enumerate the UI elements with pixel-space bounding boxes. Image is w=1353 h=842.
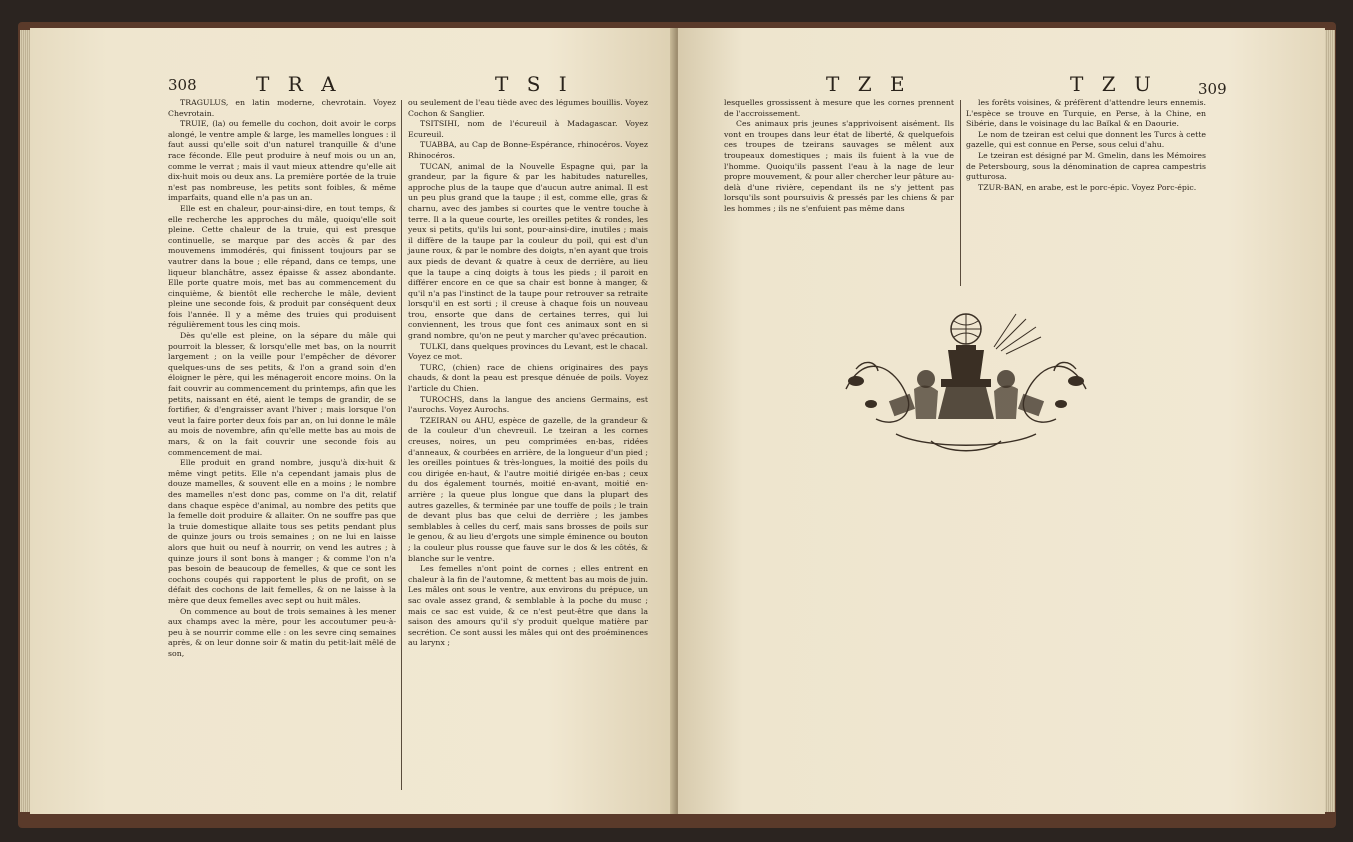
column-rule — [960, 100, 961, 286]
text-column-2 — [966, 98, 1206, 228]
paragraph: les forêts voisines, & préfèrent d'attendre leurs ennemis. L'espèce se trouve en Turquie, en Perse, à la Chine, en Sibérie, dans le voisinage du lac Baïkal & en Daourie. — [966, 98, 1206, 129]
left-page — [30, 28, 676, 814]
paragraph: TRAGULUS, en latin moderne, chevrotain. Voyez Chevrotain. — [168, 98, 396, 118]
paragraph: Dès qu'elle est pleine, on la sépare du mâle qui pourroit la blesser, & lorsqu'elle met bas, on la nourrit largement ; on la veille pour l'empêcher de dévorer quelques-uns de ses petits, & l'on a grand soin d'en éloigner le père, qui les ménageroit encore moins. On la fait couvrir au commencement du printemps, afin que les petits, naissant en été, aient le temps de grandir, de se fortifier, & d'engraisser avant l'hiver ; mais lorsque l'on veut la faire porter deux fois par an, on lui donne le mâle au mois de novembre, afin qu'elle mette bas au mois de mars, & on la fait couvrir une seconde fois au commencement de mai. — [168, 331, 396, 457]
text-column-1 — [168, 98, 396, 794]
paragraph: TRUIE, (la) ou femelle du cochon, doit avoir le corps alongé, le ventre ample & large, les mamelles longues : il faut aussi qu'elle soit d'un naturel tranquille & d'une race féconde. Elle peut produire à neuf mois ou un an, comme le verrat ; mais il vaut mieux attendre qu'elle ait dix-huit mois ou deux ans. La première portée de la truie n'est pas nombreuse, les petits sont foibles, & même imparfaits, quand elle n'a pas un an. — [168, 119, 396, 203]
paragraph: TUABBA, au Cap de Bonne-Espérance, rhinocéros. Voyez Rhinocéros. — [408, 140, 648, 160]
page-number: 309 — [1198, 80, 1227, 98]
paragraph: TUROCHS, dans la langue des anciens Germains, est l'aurochs. Voyez Aurochs. — [408, 394, 648, 415]
paragraph: Elle produit en grand nombre, jusqu'à dix-huit & même vingt petits. Elle n'a cependant jamais plus de douze mamelles, & souvent elle en a moins ; le nombre des mamelles n'est donc pas, comme on l'a dit, relatif dans chaque espèce d'animal, au nombre des petits que la femelle doit produire & allaiter. On ne souffre pas que la truie domestique allaite tous ses petits pendant plus de quinze jours ou trois semaines ; on ne lui en laisse alors que huit ou neuf à nourrir, on vend les autres ; à quinze jours il sont bons à manger ; & comme l'on n'a pas besoin de beaucoup de femelles, & que ce sont les cochons coupés qui rapportent le plus de profit, on se défait des cochons de lait femelles, & on ne laisse à la mère que deux femelles avec sept ou huit mâles. — [168, 458, 396, 605]
right-page — [678, 28, 1325, 814]
running-head-right: T Z U — [1070, 72, 1157, 96]
decorative-vignette-icon — [836, 309, 1096, 459]
paragraph: On commence au bout de trois semaines à les mener aux champs avec la mère, pour les accoutumer peu-à-peu à se nourrir comme elle : on les sevre cinq semaines après, & on leur donne soir & matin du petit-lait mêlé de son, — [168, 606, 396, 658]
left-page-edges — [20, 30, 30, 812]
paragraph: TZEIRAN ou AHU, espèce de gazelle, de la grandeur & de la couleur d'un chevreuil. Le tzeiran a les cornes creuses, noires, un peu comprimées en-bas, ridées d'anneaux, & courbées en arrière, de la longueur d'un pied ; les oreilles pointues & très-longues, la moitié des poils du cou dirigée en-haut, & l'autre moitié dirigée en-bas ; ceux du dos également tournés, moitié en-avant, moitié en-arrière ; la queue plus longue que dans la plupart des autres gazelles, & terminée par une touffe de poils ; le train de devant plus bas que celui de derrière ; les jambes semblables à celles du cerf, mais sans brosses de poils sur le genou, & au lieu d'ergots une simple éminence ou bouton ; la couleur plus rousse que fauve sur le dos & les côtés, & blanche sur le ventre. — [408, 415, 648, 563]
page-number: 308 — [168, 76, 197, 94]
paragraph: TSITSIHI, nom de l'écureuil à Madagascar. Voyez Ecureuil. — [408, 119, 648, 139]
paragraph: lesquelles grossissent à mesure que les cornes prennent de l'accroissement. — [724, 98, 954, 118]
running-head-left: T R A — [256, 72, 342, 96]
text-column-1 — [724, 98, 954, 288]
paragraph: Les femelles n'ont point de cornes ; elles entrent en chaleur à la fin de l'automne, & mettent bas au mois de juin. Les mâles ont sous le ventre, aux environs du prépuce, un sac ovale assez grand, & semblable à la poche du musc ; mais ce sac est vuide, & ce n'est peut-être que dans la saison des amours qu'il s'y produit quelque matière par secrétion. Ce sont aussi les mâles qui ont des proéminences au larynx ; — [408, 564, 648, 648]
paragraph: TUCAN, animal de la Nouvelle Espagne qui, par la grandeur, par la figure & par les habitudes naturelles, approche plus de la taupe que d'aucun autre animal. Il est un peu plus grand que la taupe ; il est, comme elle, gras & charnu, avec des jambes si courtes que le ventre touche à terre. Il a la queue courte, les oreilles petites & rondes, les yeux si petits, qu'ils lui sont, pour-ainsi-dire, inutiles ; mais il diffère de la taupe par la couleur du poil, qui est d'un jaune roux, & par le nombre des doigts, n'en ayant que trois aux pieds de devant & quatre à ceux de derrière, au lieu que la taupe a cinq doigts à tous les pieds ; il paroit en différer encore en ce que sa chair est bonne à manger, & qu'il n'a pas l'instinct de la taupe pour retrouver sa retraite lorsqu'il en est sorti ; il creuse à chaque fois un nouveau trou, ensorte que dans de certaines terres, qui lui conviennent, les trous que font ces animaux sont en si grand nombre, qu'on ne peut y marcher qu'avec précaution. — [408, 161, 648, 341]
paragraph: TULKI, dans quelques provinces du Levant, est le chacal. Voyez ce mot. — [408, 341, 648, 362]
paragraph: Le tzeiran est désigné par M. Gmelin, dans les Mémoires de Petersbourg, sous la dénomination de caprea campestris gutturosa. — [966, 150, 1206, 182]
column-rule — [401, 100, 402, 790]
running-head-right: T S I — [495, 72, 573, 96]
paragraph: Le nom de tzeiran est celui que donnent les Turcs à cette gazelle, qui est connue en Perse, sous celui d'ahu. — [966, 129, 1206, 150]
paragraph: Elle est en chaleur, pour-ainsi-dire, en tout temps, & elle recherche les approches du mâle, quoiqu'elle soit pleine. Cette chaleur de la truie, qui est presque continuelle, se marque par des accès & par des mouvemens immodérés, qui finissent toujours par se vautrer dans la boue ; elle répand, dans ce temps, une liqueur blanchâtre, assez épaisse & assez abondante. Elle porte quatre mois, met bas au commencement du cinquième, & bientôt elle recherche le mâle, devient pleine une seconde fois, & produit par conséquent deux fois l'année. Il y a même des truies qui produisent régulièrement tous les cinq mois. — [168, 203, 396, 330]
paragraph: TURC, (chien) race de chiens originaires des pays chauds, & dont la peau est presque dénuée de poils. Voyez l'article du Chien. — [408, 362, 648, 394]
paragraph: TZUR-BAN, en arabe, est le porc-épic. Voyez Porc-épic. — [978, 182, 1197, 192]
paragraph: Ces animaux pris jeunes s'apprivoisent aisément. Ils vont en troupes dans leur état de liberté, & quelquefois ces troupes de tzeirans sauvages se mêlent aux troupeaux domestiques ; mais ils fuient à la vue de l'homme. Quoiqu'ils passent l'eau à la nage de leur propre mouvement, & pour aller chercher leur pâture au-delà d'une rivière, cependant ils ne s'y jettent pas lorsqu'ils sont poursuivis & pressés par les chiens & par les hommes ; ils ne s'enfuient pas même dans — [724, 119, 954, 213]
text-column-2 — [408, 98, 648, 794]
running-head-left: T Z E — [826, 72, 911, 96]
paragraph: ou seulement de l'eau tiède avec des légumes bouillis. Voyez Cochon & Sanglier. — [408, 98, 648, 118]
